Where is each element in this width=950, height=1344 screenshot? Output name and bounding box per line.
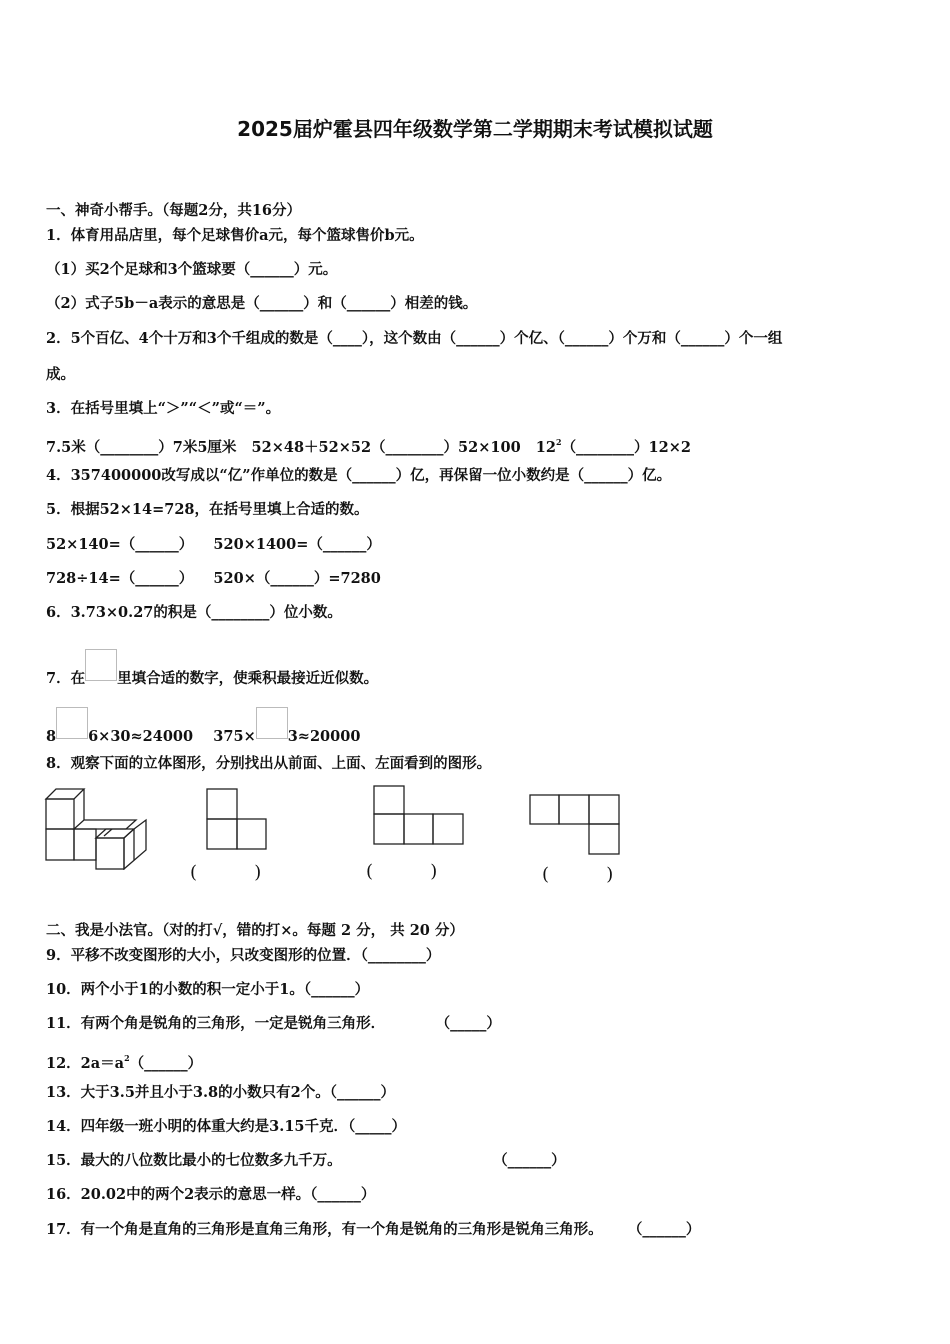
q7-expr-part: 3≈20000 [287,728,361,745]
question-8: 8．观察下面的立体图形，分别找出从前面、上面、左面看到的图形。 [46,755,492,772]
q7-text: 里填合适的数字，使乘积最接近近似数。 [117,670,379,687]
superscript: 2 [124,1053,130,1063]
question-17: 17．有一个角是直角的三角形是直角三角形，有一个角是锐角的三角形是锐角三角形。 （______） [46,1221,701,1238]
question-3: 3．在括号里填上“＞”“＜”或“＝”。 [46,400,281,417]
q3-row-part: 7.5米（________）7米5厘米 52×48＋52×52（________）52×100 12 [46,439,556,456]
question-5: 5．根据52×14=728，在括号里填上合适的数。 [46,501,369,518]
question-14: 14．四年级一班小明的体重大约是3.15千克．（_____） [46,1118,406,1135]
question-6: 6．3.73×0.27的积是（________）位小数。 [46,604,342,621]
view-figure-3 [530,795,619,854]
q7-expr-part: 8 [46,728,57,745]
page-title: 2025届炉霍县四年级数学第二学期期末考试模拟试题 [237,117,713,141]
superscript: 2 [555,437,562,447]
section2-heading: 二、我是小法官。（对的打√，错的打×。每题 2 分， 共 20 分） [46,922,464,939]
answer-paren-2[interactable]: ( ) [366,861,438,882]
question-3-row [46,432,691,458]
question-2: 2．5个百亿、4个十万和3个千组成的数是（____），这个数由（______）个亿、（______）个万和（______）个一组 [46,330,783,347]
question-9: 9．平移不改变图形的大小，只改变图形的位置．（________） [46,947,441,964]
question-15: 15．最大的八位数比最小的七位数多九千万。 （______） [46,1152,566,1169]
question-7-expressions [46,707,360,747]
q7-expr-part: 6×30≈24000 375× [88,728,256,745]
question-16: 16．20.02中的两个2表示的意思一样。（______） [46,1186,376,1203]
question-1-2: （2）式子5b－a表示的意思是（______）和（______）相差的钱。 [46,295,478,312]
q7-text: 7．在 [46,670,86,687]
answer-box[interactable] [56,707,88,739]
question-1: 1．体育用品店里，每个足球售价a元，每个篮球售价b元。 [46,227,424,244]
question-4: 4．357400000改写成以“亿”作单位的数是（______）亿，再保留一位小数约是（______）亿。 [46,467,672,484]
answer-box[interactable] [85,649,117,681]
solid-figure-cubes [46,789,146,869]
view-figure-2 [374,786,463,844]
answer-paren-3[interactable]: ( ) [542,864,614,885]
question-11: 11．有两个角是锐角的三角形，一定是锐角三角形． （_____） [46,1015,501,1032]
view-figure-1 [207,789,266,849]
question-10: 10．两个小于1的小数的积一定小于1。（______） [46,981,370,998]
answer-paren-1[interactable]: ( ) [190,862,262,883]
question-5-row2: 728÷14=（______） 520×（______）=7280 [46,570,381,587]
q3-row-part: （________）12×2 [561,439,691,456]
question-12 [46,1048,202,1074]
question-7 [46,649,378,689]
question-1-1: （1）买2个足球和3个篮球要（______）元。 [46,261,338,278]
q8-figures [0,780,700,870]
question-5-row1: 52×140=（______） 520×1400=（______） [46,536,381,553]
answer-box[interactable] [256,707,288,739]
question-13: 13．大于3.5并且小于3.8的小数只有2个。（______） [46,1084,395,1101]
q12-part: （______） [129,1055,203,1072]
section1-heading: 一、神奇小帮手。（每题2分，共16分） [46,202,302,219]
question-2-cont: 成。 [46,366,75,383]
q12-part: 12．2a＝a [46,1055,125,1072]
